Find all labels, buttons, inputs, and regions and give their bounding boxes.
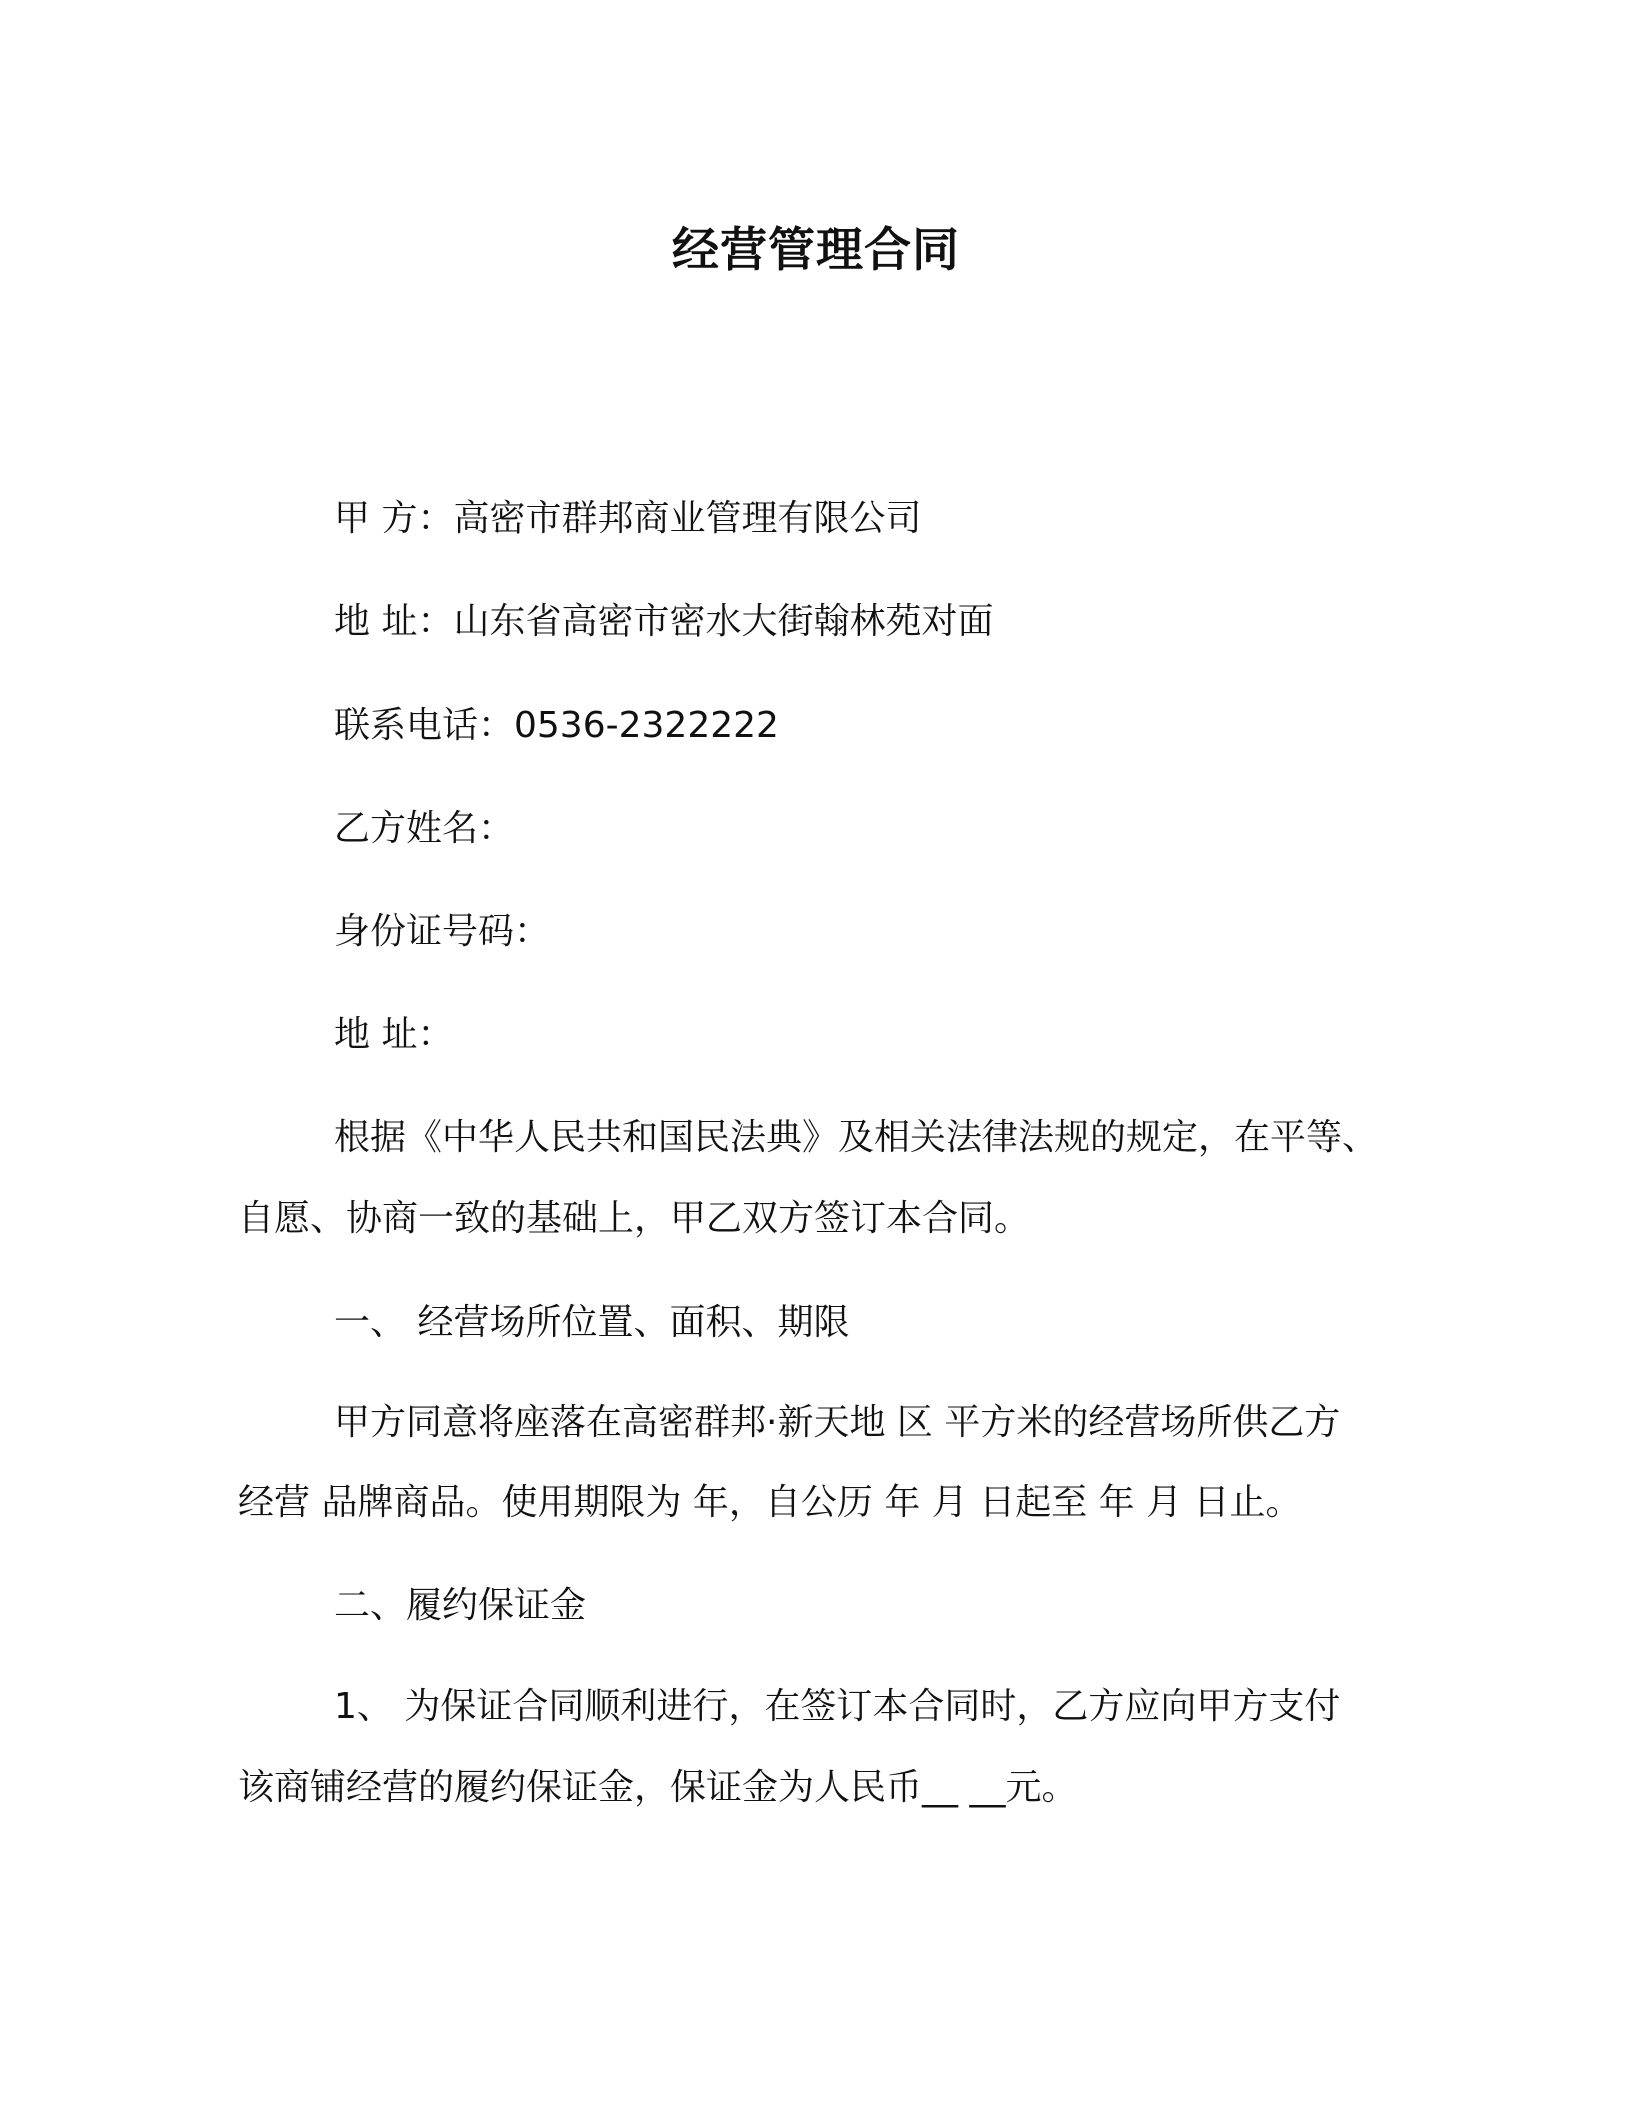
party-b-name: 乙方姓名： [334, 808, 515, 849]
preamble-line-1: 根据《中华人民共和国民法典》及相关法律法规的规定，在平等、 [334, 1117, 1379, 1158]
document-title: 经营管理合同 [672, 223, 960, 278]
party-a-name: 甲 方：高密市群邦商业管理有限公司 [334, 498, 922, 539]
party-b-id-number: 身份证号码： [334, 911, 551, 952]
party-b-address: 地 址： [334, 1014, 454, 1055]
section-2-clause-1-line-1: 1、 为保证合同顺利进行，在签订本合同时，乙方应向甲方支付 [334, 1686, 1341, 1727]
section-1-line-1: 甲方同意将座落在高密群邦·新天地 区 平方米的经营场所供乙方 [334, 1402, 1341, 1443]
party-a-phone: 联系电话：0536-2322222 [334, 705, 779, 746]
preamble-line-2: 自愿、协商一致的基础上，甲乙双方签订本合同。 [238, 1198, 1031, 1239]
section-1-heading: 一、 经营场所位置、面积、期限 [334, 1302, 850, 1343]
section-2-clause-1-line-2: 该商铺经营的履约保证金，保证金为人民币__ __元。 [238, 1767, 1078, 1808]
section-2-heading: 二、履约保证金 [334, 1585, 587, 1626]
section-1-line-2: 经营 品牌商品。使用期限为 年，自公历 年 月 日起至 年 月 日止。 [238, 1482, 1302, 1523]
party-a-address: 地 址：山东省高密市密水大街翰林苑对面 [334, 601, 994, 642]
